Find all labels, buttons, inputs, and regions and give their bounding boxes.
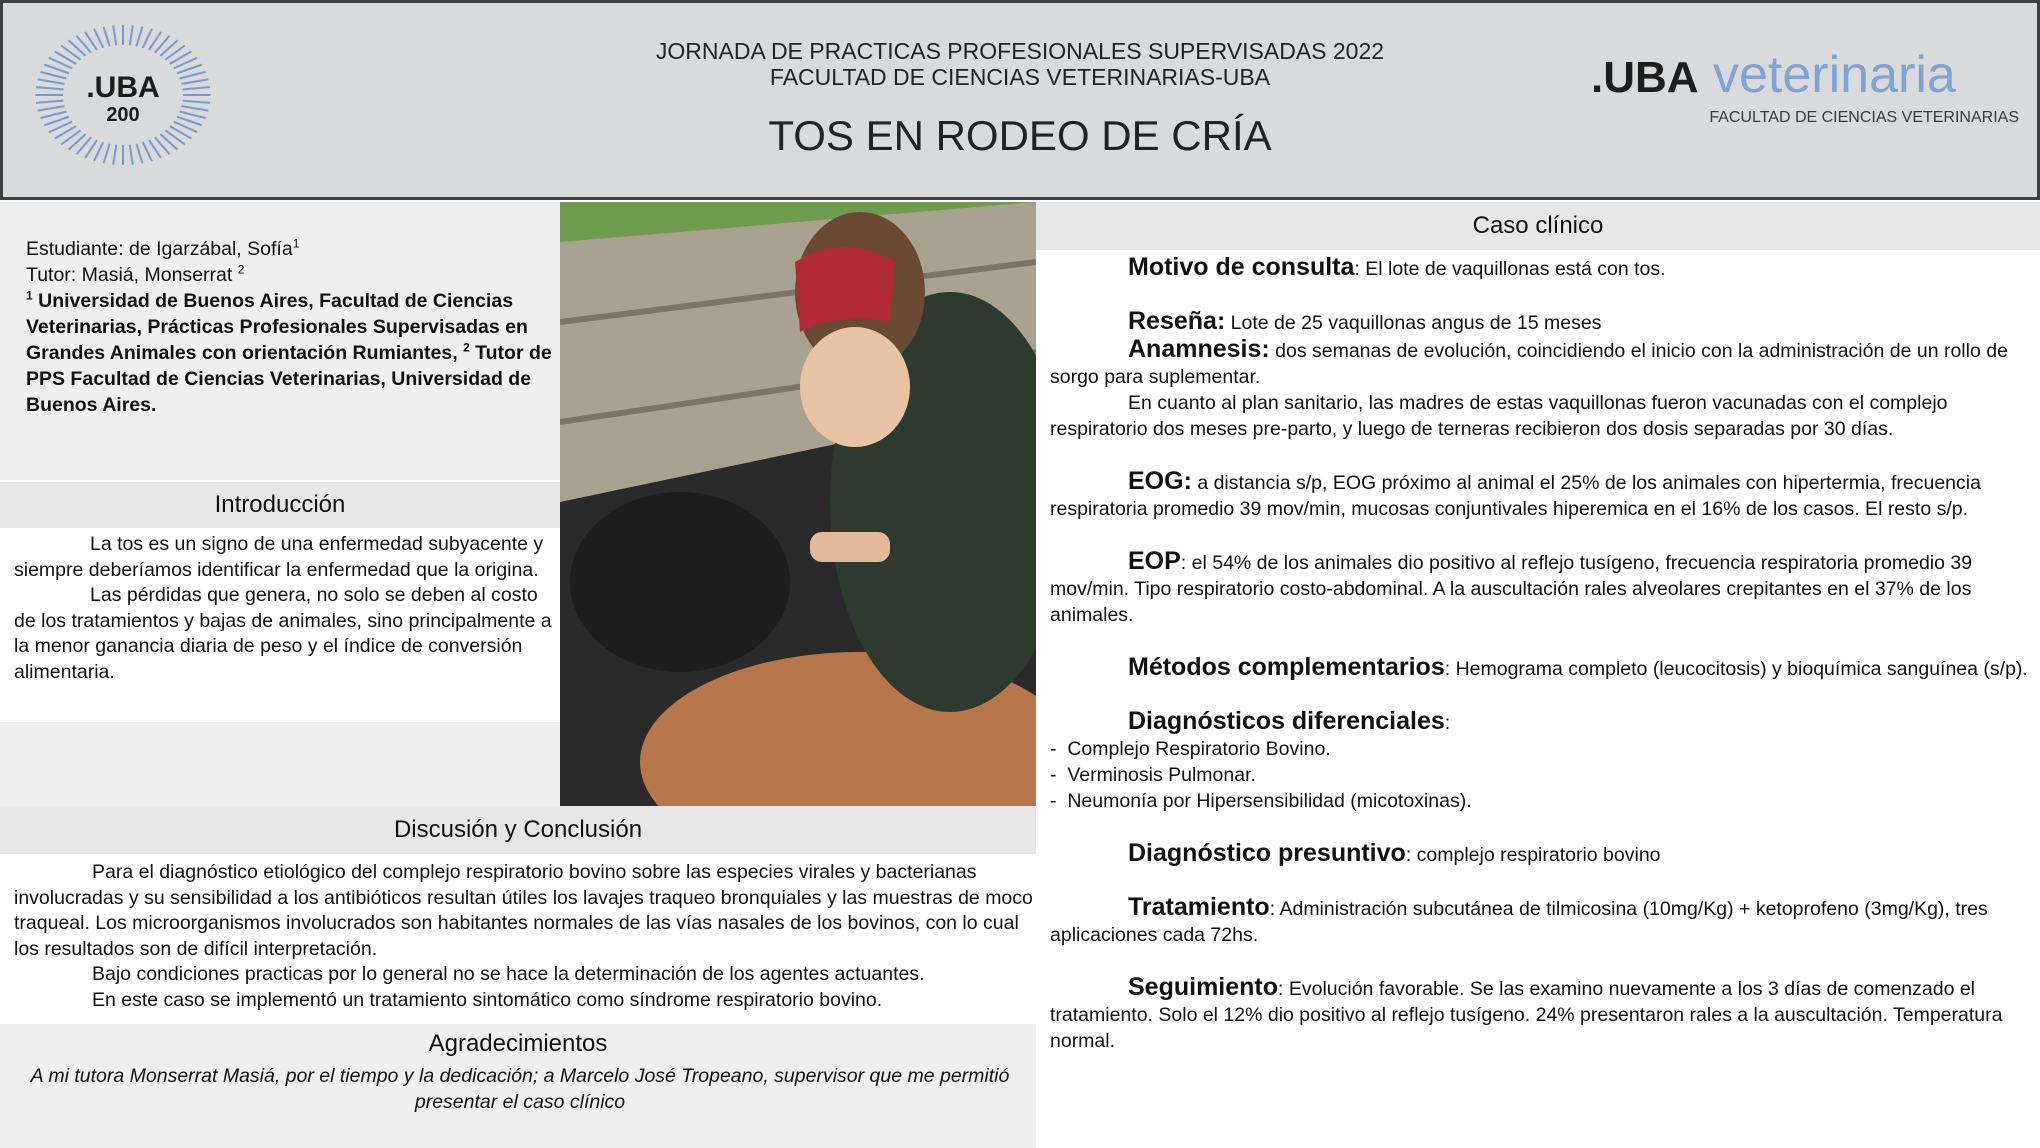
case-body bbox=[1050, 254, 2030, 1054]
seguimiento-text: : Evolución favorable. Se las examino nuevamente a los 3 días de comenzado el tratamiento. Solo el 12% dio positivo al reflejo tusígeno. 24% presentaron rales a la auscultación. Temperatura normal. bbox=[1050, 978, 2003, 1052]
student-name: Estudiante: de Igarzábal, Sofía bbox=[26, 238, 293, 260]
diferenciales-label: Diagnósticos diferenciales bbox=[1128, 707, 1445, 735]
metodos-line bbox=[1050, 654, 2030, 682]
discussion-paragraph-2: Bajo condiciones practicas por lo general no se hace la determinación de los agentes actuantes. bbox=[92, 963, 925, 985]
uba-logo-text: .UBA bbox=[86, 71, 160, 104]
list-item: - Neumonía por Hipersensibilidad (micotoxinas). bbox=[1050, 788, 2030, 814]
aff2-sup: 2 bbox=[463, 340, 470, 355]
uba-logo-sub: 200 bbox=[106, 104, 140, 126]
acknowledgements-heading: Agradecimientos bbox=[428, 1030, 608, 1057]
event-line-2: FACULTAD DE CIENCIAS VETERINARIAS-UBA bbox=[769, 64, 1271, 90]
logo-faculty-text: FACULTAD DE CIENCIAS VETERINARIAS bbox=[1709, 109, 2019, 126]
event-line-1: JORNADA DE PRACTICAS PROFESIONALES SUPERVISADAS 2022 bbox=[655, 38, 1385, 64]
eop-line bbox=[1050, 548, 2030, 628]
case-photo bbox=[560, 202, 1036, 806]
eop-text: : el 54% de los animales dio positivo al reflejo tusígeno, frecuencia respiratoria promedio 39 mov/min. Tipo respiratorio costo-abdominal. A la auscultación rales alveolares crepitantes en el 37% de los animales. bbox=[1050, 552, 1973, 626]
intro-paragraph-2: Las pérdidas que genera, no solo se deben al costo de los tratamientos y bajas de animales, sino principalmente a la menor ganancia diaria de peso y el índice de conversión alimentaria. bbox=[14, 584, 552, 683]
discussion-paragraph-3: En este caso se implementó un tratamiento sintomático como síndrome respiratorio bovino. bbox=[92, 988, 883, 1011]
event-title bbox=[500, 38, 1540, 90]
eog-label: EOG: bbox=[1128, 467, 1192, 495]
student-sup: 1 bbox=[292, 236, 300, 251]
sanitario-line: En cuanto al plan sanitario, las madres de estas vaquillonas fueron vacunadas con el complejo respiratorio dos meses pre-parto, y luego de terneras recibieron dos dosis separadas por 30 días. bbox=[1050, 392, 1948, 440]
list-item: - Complejo Respiratorio Bovino. bbox=[1050, 736, 2030, 762]
anamnesis-label: Anamnesis: bbox=[1128, 335, 1270, 363]
motivo-label: Motivo de consulta bbox=[1128, 253, 1355, 281]
resena-text: Lote de 25 vaquillonas angus de 15 meses bbox=[1225, 312, 1602, 334]
student-line bbox=[26, 236, 556, 262]
metodos-label: Métodos complementarios bbox=[1128, 653, 1445, 681]
metodos-text: : Hemograma completo (leucocitosis) y bioquímica sanguínea (s/p). bbox=[1444, 658, 2028, 680]
resena-label: Reseña: bbox=[1128, 307, 1226, 335]
anamnesis-line bbox=[1050, 336, 2030, 390]
tutor-name: Tutor: Masiá, Monserrat bbox=[26, 264, 238, 286]
acknowledgements-text: A mi tutora Monserrat Masiá, por el tiempo y la dedicación; a Marcelo José Tropeano, supervisor que me permitió presentar el caso clínico bbox=[30, 1065, 1010, 1113]
aff1-sup: 1 bbox=[26, 288, 33, 303]
logo-uba-text: .UBA bbox=[1591, 53, 1699, 102]
sunburst-icon bbox=[28, 20, 218, 170]
aff2-text: Tutor de PPS Facultad de Ciencias Veterinarias, Universidad de Buenos Aires. bbox=[26, 342, 552, 416]
discussion-body bbox=[14, 860, 1034, 1013]
presuntivo-text: : complejo respiratorio bovino bbox=[1405, 844, 1661, 866]
eog-line bbox=[1050, 468, 2030, 522]
aff1-text: Universidad de Buenos Aires, Facultad de Ciencias Veterinarias, Prácticas Profesionales Supervisadas en Grandes Animales con orientación Rumiantes, bbox=[26, 290, 528, 364]
list-item: - Verminosis Pulmonar. bbox=[1050, 762, 2030, 788]
discussion-paragraph-1: Para el diagnóstico etiológico del complejo respiratorio bovino sobre las especies virales y bacterianas involucradas y su sensibilidad a los antibióticos resultan útiles los lavajes traqueo bronquiales y las muestras de moco traqueal. Los microorganismos involucrados son habitantes normales de las vías nasales de los bovinos, con lo cual los resultados son de difícil interpretación. bbox=[14, 861, 1033, 960]
diferenciales-line bbox=[1050, 708, 2030, 736]
case-heading: Caso clínico bbox=[1036, 202, 2040, 250]
tutor-line bbox=[26, 262, 556, 288]
diferenciales-colon: : bbox=[1444, 712, 1451, 734]
anamnesis-text: dos semanas de evolución, coincidiendo el inicio con la administración de un rollo de sorgo para suplementar. bbox=[1050, 340, 2008, 388]
tratamiento-text: : Administración subcutánea de tilmicosina (10mg/Kg) + ketoprofeno (3mg/Kg), tres aplicaciones cada 72hs. bbox=[1050, 898, 1988, 946]
motivo-text: : El lote de vaquillonas está con tos. bbox=[1354, 258, 1666, 280]
intro-paragraph-1: La tos es un signo de una enfermedad subyacente y siempre deberíamos identificar la enfermedad que la origina. bbox=[14, 533, 544, 581]
resena-line bbox=[1050, 308, 2030, 336]
uba-200-logo bbox=[28, 20, 218, 170]
tutor-sup: 2 bbox=[237, 262, 245, 277]
seguimiento-line bbox=[1050, 974, 2030, 1054]
motivo-line bbox=[1050, 254, 2030, 282]
uba-veterinaria-logo bbox=[1585, 38, 2025, 138]
presuntivo-label: Diagnóstico presuntivo bbox=[1128, 839, 1406, 867]
discussion-heading: Discusión y Conclusión bbox=[0, 806, 1036, 854]
left-spacer-panel bbox=[0, 722, 560, 806]
introduction-heading: Introducción bbox=[0, 482, 560, 528]
affiliations bbox=[26, 288, 556, 418]
authors-block bbox=[26, 236, 556, 418]
introduction-body bbox=[14, 532, 554, 685]
tratamiento-line bbox=[1050, 894, 2030, 948]
presuntivo-line bbox=[1050, 840, 2030, 868]
logo-veterinaria-text: veterinaria bbox=[1713, 46, 1956, 104]
eop-label: EOP bbox=[1128, 547, 1181, 575]
tratamiento-label: Tratamiento bbox=[1128, 893, 1270, 921]
poster-title: TOS EN RODEO DE CRÍA bbox=[768, 112, 1272, 159]
seguimiento-label: Seguimiento bbox=[1128, 973, 1279, 1001]
eog-text: a distancia s/p, EOG próximo al animal el 25% de los animales con hipertermia, frecuencia respiratoria promedio 39 mov/min, mucosas conjuntivales hiperemica en el 16% de los casos. El resto s/p. bbox=[1050, 472, 1981, 520]
diferenciales-list bbox=[1050, 736, 2030, 814]
